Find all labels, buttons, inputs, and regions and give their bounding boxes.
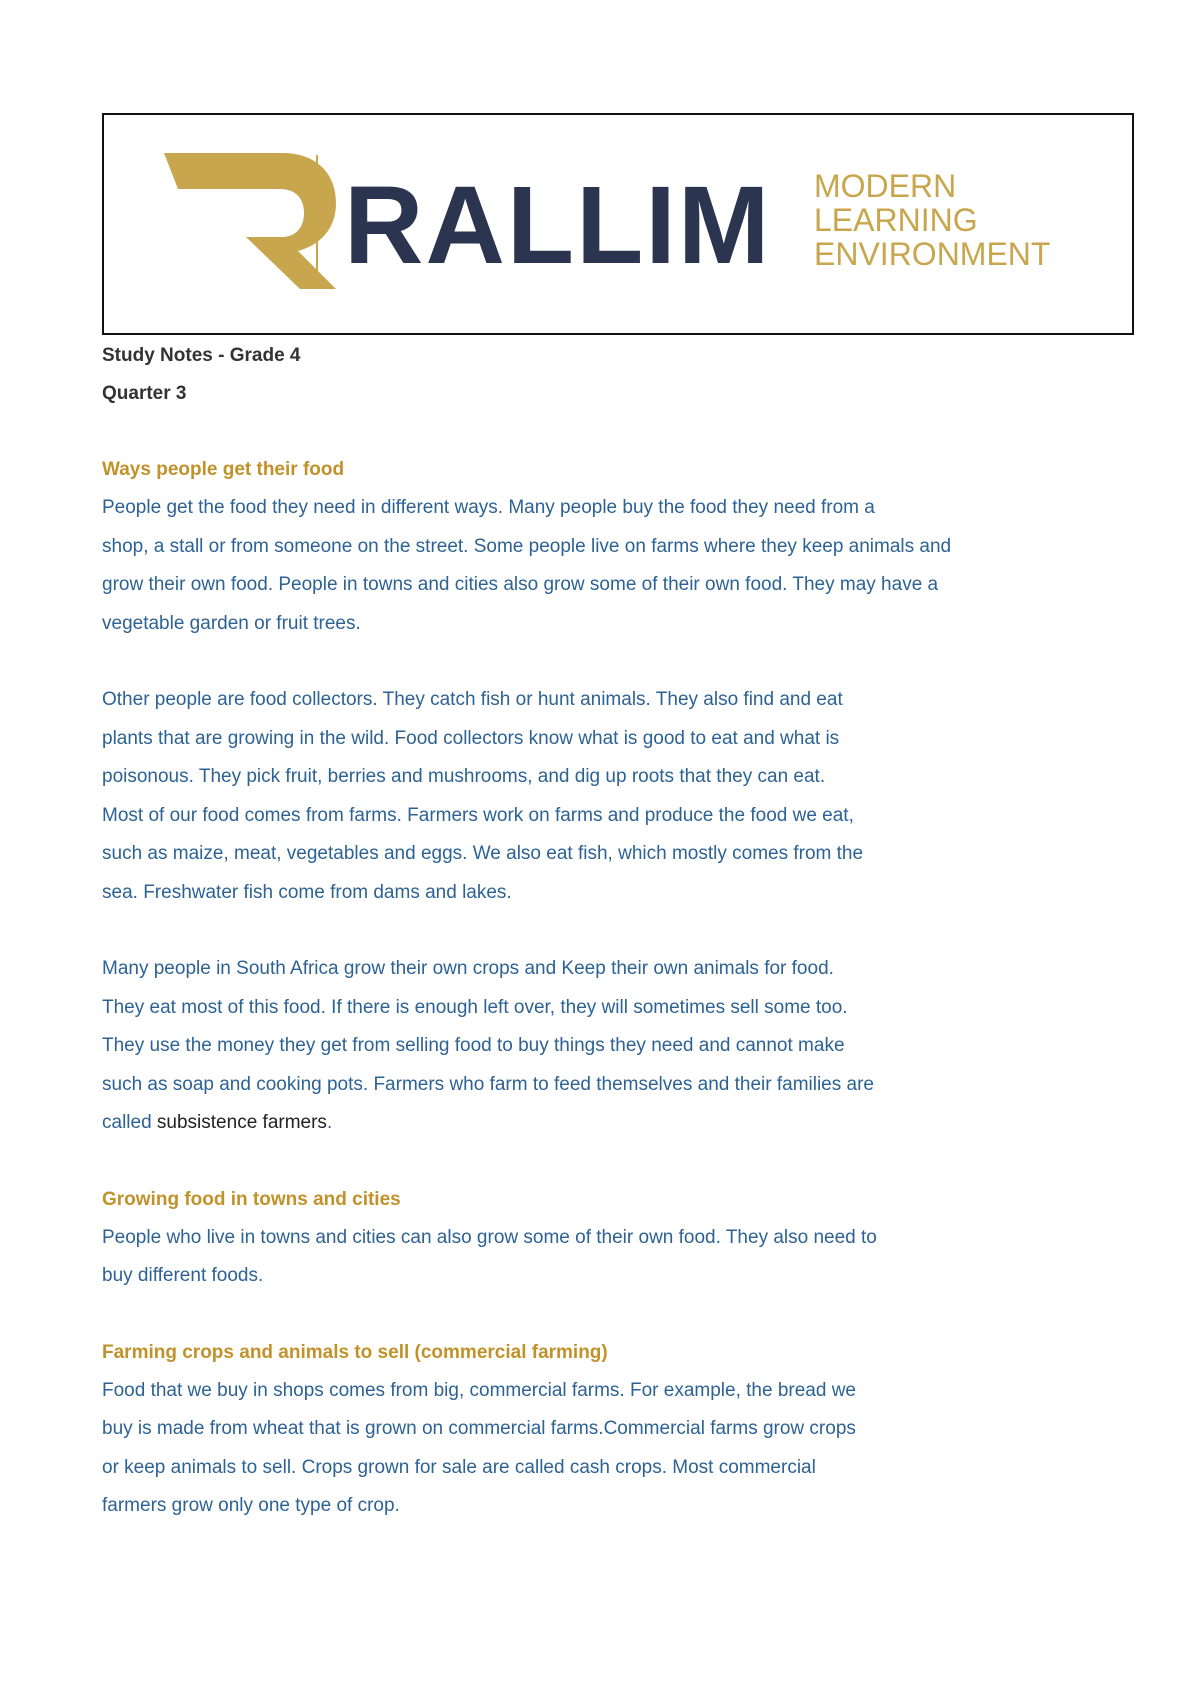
paragraph-line: farmers grow only one type of crop. xyxy=(102,1495,400,1516)
logo-graphic xyxy=(104,115,1134,335)
header-logo-box xyxy=(102,113,1134,335)
tagline-line-3: ENVIRONMENT xyxy=(814,236,1051,272)
paragraph-line: such as maize, meat, vegetables and eggs. We also eat fish, which mostly comes from the xyxy=(102,843,864,864)
paragraph-line: Many people in South Africa grow their own crops and Keep their own animals for food. xyxy=(102,958,834,979)
paragraph-line: buy is made from wheat that is grown on commercial farms.Commercial farms grow crops xyxy=(102,1418,856,1439)
paragraph-line: Food that we buy in shops comes from big, commercial farms. For example, the bread we xyxy=(102,1379,856,1401)
paragraph-line: or keep animals to sell. Crops grown for sale are called cash crops. Most commercial xyxy=(102,1456,816,1478)
paragraph-line: vegetable garden or fruit trees. xyxy=(102,612,361,634)
section-heading-ways-people-get-food: Ways people get their food xyxy=(102,459,345,480)
document-title: Study Notes - Grade 4 xyxy=(102,345,301,366)
tagline-line-2: LEARNING xyxy=(814,202,978,238)
paragraph-line: such as soap and cooking pots. Farmers who farm to feed themselves and their families are xyxy=(102,1073,874,1095)
paragraph-line: shop, a stall or from someone on the street. Some people live on farms where they keep animals and xyxy=(102,535,952,557)
paragraph-line: Other people are food collectors. They catch fish or hunt animals. They also find and eat xyxy=(102,689,843,710)
r-letter-logo-icon xyxy=(164,153,336,289)
paragraph-line: sea. Freshwater fish come from dams and lakes. xyxy=(102,881,512,903)
paragraph xyxy=(102,950,1142,1143)
section-heading-growing-food-towns: Growing food in towns and cities xyxy=(102,1188,401,1210)
section-heading-commercial-farming: Farming crops and animals to sell (commercial farming) xyxy=(102,1341,608,1363)
quarter-label: Quarter 3 xyxy=(102,383,187,404)
paragraph-line: plants that are growing in the wild. Food collectors know what is good to eat and what is xyxy=(102,727,840,749)
paragraph xyxy=(102,1219,1142,1296)
paragraph-line: poisonous. They pick fruit, berries and mushrooms, and dig up roots that they can eat. xyxy=(102,766,826,787)
paragraph xyxy=(102,489,1142,643)
document-content xyxy=(102,337,1142,1526)
key-term-subsistence-farmers: subsistence farmers xyxy=(156,1112,327,1133)
paragraph-line: They use the money they get from selling food to buy things they need and cannot make xyxy=(102,1035,845,1056)
paragraph-line xyxy=(102,1104,1142,1143)
paragraph-line: buy different foods. xyxy=(102,1265,264,1286)
paragraph-line: Most of our food comes from farms. Farmers work on farms and produce the food we eat, xyxy=(102,804,854,826)
paragraph-line: People who live in towns and cities can also grow some of their own food. They also need to xyxy=(102,1226,877,1248)
paragraph-line: grow their own food. People in towns and cities also grow some of their own food. They may have a xyxy=(102,574,939,595)
paragraph-line: People get the food they need in different ways. Many people buy the food they need from a xyxy=(102,497,875,518)
brand-name: RALLIM xyxy=(344,164,772,287)
paragraph-line-prefix: called xyxy=(102,1112,157,1133)
paragraph-line: They eat most of this food. If there is enough left over, they will sometimes sell some too. xyxy=(102,996,848,1018)
paragraph xyxy=(102,681,1142,912)
paragraph-line-suffix: . xyxy=(326,1112,333,1133)
tagline-line-1: MODERN xyxy=(814,168,957,204)
logo-divider xyxy=(316,155,318,287)
paragraph xyxy=(102,1372,1142,1526)
